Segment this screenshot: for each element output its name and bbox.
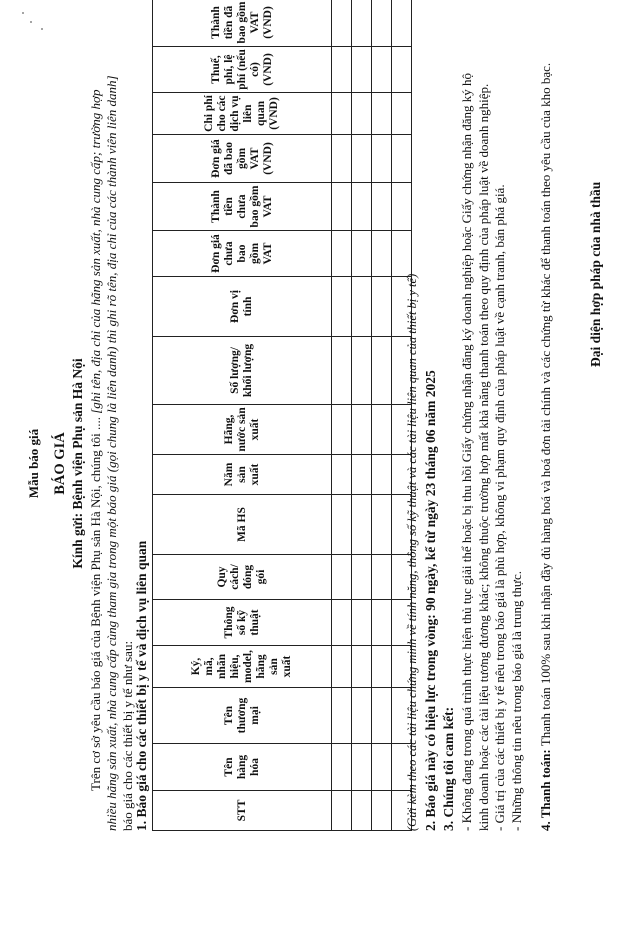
commitment-item: - Không đang trong quá trình thực hiện thủ tục giải thể hoặc bị thu hồi Giấy chứng nhận đăng ký doanh nghiệp hoặc Giấy chứng nhận đăng ký hộ kinh doanh hoặc các tài liệu tương đương khác; không thuộc trường hợp mất khả năng thanh toán theo quy định của pháp luật về doanh nghiệp. <box>459 73 491 831</box>
table-cell <box>372 231 392 277</box>
table-cell <box>372 0 392 47</box>
table-cell <box>352 183 372 231</box>
col-header: Đơn vị tính <box>153 277 332 337</box>
table-cell <box>352 135 372 183</box>
table-cell <box>352 744 372 791</box>
intro-paragraph <box>88 71 136 831</box>
table-cell <box>352 600 372 646</box>
table-row <box>332 0 352 831</box>
section-2-validity: 2. Báo giá này có hiệu lực trong vòng: 90 ngày, kể từ ngày 23 tháng 06 năm 2025 <box>423 370 438 831</box>
col-header: Mã HS <box>153 495 332 555</box>
table-cell <box>352 405 372 455</box>
table-cell <box>332 646 352 688</box>
col-header: Thành tiền chưa bao gồm VAT <box>153 183 332 231</box>
col-header: Số lượng/ khối lượng <box>153 337 332 405</box>
table-cell <box>352 231 372 277</box>
table-cell <box>392 135 412 183</box>
table-cell <box>372 646 392 688</box>
col-header: Tên thương mại <box>153 688 332 744</box>
intro-line: Trên cơ sở yêu cầu báo giá của Bệnh viện Phụ sản Hà Nội, chúng tôi .... <box>88 413 103 791</box>
table-cell <box>332 455 352 495</box>
addressee: Kính gửi: Bệnh viện Phụ sản Hà Nội <box>70 358 85 569</box>
table-cell <box>352 47 372 93</box>
col-header: Năm sản xuất <box>153 455 332 495</box>
signature-label: Đại diện hợp pháp của nhà thầu <box>588 181 603 367</box>
table-cell <box>332 135 352 183</box>
table-cell <box>372 791 392 831</box>
col-header: Đơn giá chưa bao gồm VAT <box>153 231 332 277</box>
table-cell <box>352 337 372 405</box>
table-cell <box>372 277 392 337</box>
table-cell <box>372 455 392 495</box>
table-cell <box>392 183 412 231</box>
table-cell <box>372 495 392 555</box>
section-4-payment <box>538 51 555 831</box>
section-1-title: 1. Báo giá cho các thiết bị y tế và dịch vụ liên quan <box>134 540 149 831</box>
table-cell <box>392 231 412 277</box>
intro-tail: báo giá cho các thiết bị y tế như sau: <box>120 640 135 831</box>
table-cell <box>332 231 352 277</box>
table-cell <box>332 600 352 646</box>
table-cell <box>332 744 352 791</box>
table-cell <box>332 791 352 831</box>
table-cell <box>372 47 392 93</box>
table-cell <box>372 183 392 231</box>
table-cell <box>352 646 372 688</box>
table-header-row <box>153 0 332 831</box>
table-cell <box>352 791 372 831</box>
col-header: Thông số kỹ thuật <box>153 600 332 646</box>
table-cell <box>372 600 392 646</box>
col-header: Quy cách/ đóng gói <box>153 555 332 600</box>
table-cell <box>392 93 412 135</box>
table-note: (Gửi kèm theo các tài liệu chứng minh về tính năng, thông số kỹ thuật và các tài liệu liên quan của thiết bị y tế) <box>405 273 419 831</box>
col-header: STT <box>153 791 332 831</box>
table-cell <box>372 93 392 135</box>
table-cell <box>332 183 352 231</box>
table-cell <box>332 405 352 455</box>
table-cell <box>352 455 372 495</box>
table-cell <box>332 688 352 744</box>
table-cell <box>332 337 352 405</box>
table-cell <box>372 135 392 183</box>
table-cell <box>332 0 352 47</box>
table-cell <box>372 337 392 405</box>
table-cell <box>352 93 372 135</box>
col-header: Thuế, phí, lệ phí (nếu có) (VND) <box>153 47 332 93</box>
commitment-item: - Giá trị của các thiết bị y tế nêu trong báo giá là phù hợp, không vi phạm quy định của pháp luật về cạnh tranh, bán phá giá. <box>492 184 507 831</box>
table-row <box>352 0 372 831</box>
table-cell <box>332 93 352 135</box>
col-header: Đơn giá đã bao gồm VAT (VND) <box>153 135 332 183</box>
section-4-text: Thanh toán 100% sau khi nhận đầy đủ hàng hoá và hoá đơn tài chính và các chứng từ khác để thanh toán theo yêu cầu của kho bạc. <box>538 62 553 750</box>
intro-italic: [ghi tên, địa chỉ của hãng sản xuất, nhà cung cấp; trường hợp nhiều hãng sản xuất, nhà cung cấp cùng tham gia trong một báo giá (gọi chung là liên danh) thì ghi rõ tên, địa chỉ của các thành viên liên danh] <box>88 75 119 831</box>
table-cell <box>372 555 392 600</box>
section-4-label: 4. Thanh toán: <box>538 749 553 831</box>
table-row <box>372 0 392 831</box>
table-cell <box>332 555 352 600</box>
table-cell <box>392 0 412 47</box>
table-cell <box>352 0 372 47</box>
document-title: BÁO GIÁ <box>52 432 68 495</box>
col-header: Hãng, nước sản xuất <box>153 405 332 455</box>
col-header: Thành tiền đã bao gồm VAT (VND) <box>153 0 332 47</box>
table-cell <box>352 555 372 600</box>
col-header: Ký, mã, nhãn hiệu, model, hãng sản xuất <box>153 646 332 688</box>
col-header: Tên hàng hóa <box>153 744 332 791</box>
table-cell <box>392 47 412 93</box>
form-label: Mẫu báo giá <box>26 428 41 499</box>
quotation-table <box>152 0 412 831</box>
table-cell <box>372 405 392 455</box>
table-cell <box>352 277 372 337</box>
section-3-title: 3. Chúng tôi cam kết: <box>441 706 456 831</box>
table-cell <box>332 47 352 93</box>
table-cell <box>352 688 372 744</box>
table-cell <box>352 495 372 555</box>
col-header: Chi phí cho các dịch vụ liên quan (VND) <box>153 93 332 135</box>
table-cell <box>372 688 392 744</box>
commitments-list <box>459 51 525 831</box>
commitment-item: - Những thông tin nêu trong báo giá là trung thực. <box>508 571 524 831</box>
table-cell <box>372 744 392 791</box>
table-cell <box>332 277 352 337</box>
table-cell <box>332 495 352 555</box>
